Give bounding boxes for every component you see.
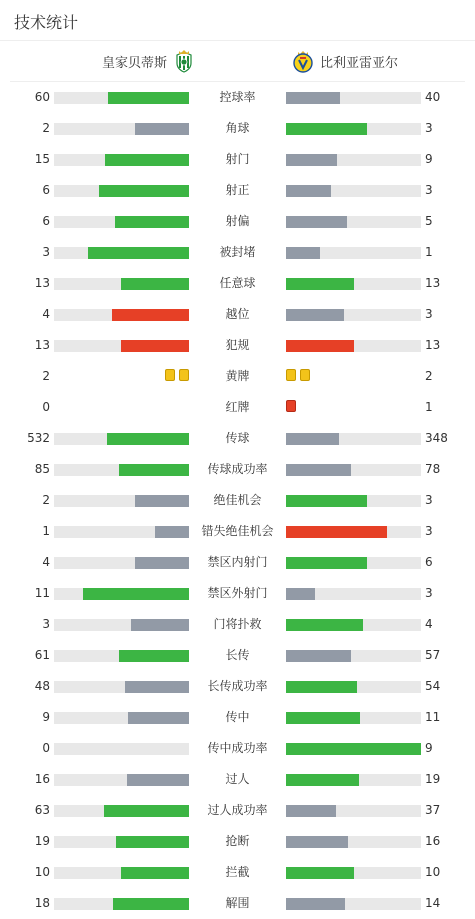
- stat-row: [0, 671, 475, 702]
- home-bar-track: [54, 247, 189, 259]
- away-bar-track: [286, 774, 421, 786]
- stat-row: [0, 764, 475, 795]
- home-bar-track: [54, 526, 189, 538]
- stat-label: 传球成功率: [207, 462, 268, 476]
- away-bar: [286, 650, 351, 662]
- away-bar-track: [286, 433, 421, 445]
- home-value: 61: [34, 648, 50, 662]
- home-bar-track: [54, 557, 189, 569]
- home-value: 11: [34, 586, 50, 600]
- stat-label: 长传成功率: [207, 679, 268, 693]
- away-bar-track: [286, 216, 421, 228]
- home-bar-track: [54, 650, 189, 662]
- stat-row: [0, 82, 475, 113]
- away-bar: [286, 805, 336, 817]
- away-value: 13: [425, 276, 441, 290]
- away-value: 10: [425, 865, 441, 879]
- home-team-name: 皇家贝蒂斯: [102, 55, 168, 71]
- home-value: 4: [42, 307, 50, 321]
- away-value: 16: [425, 834, 441, 848]
- away-bar-track: [286, 557, 421, 569]
- stat-label: 绝佳机会: [213, 493, 262, 507]
- home-bar-track: [54, 123, 189, 135]
- yellow-card-icon: [300, 369, 310, 381]
- home-value: 4: [42, 555, 50, 569]
- home-bar: [121, 867, 189, 879]
- home-bar-track: [54, 433, 189, 445]
- away-bar: [286, 464, 351, 476]
- stat-label: 控球率: [219, 90, 256, 104]
- away-bar-track: [286, 495, 421, 507]
- home-bar-track: [54, 588, 189, 600]
- yellow-card-icon: [286, 369, 296, 381]
- title-bar: [0, 0, 475, 41]
- away-value: 9: [425, 152, 433, 166]
- stat-row: [0, 175, 475, 206]
- away-value: 5: [425, 214, 433, 228]
- stat-row: [0, 547, 475, 578]
- stat-row: [0, 206, 475, 237]
- away-bar: [286, 495, 367, 507]
- stat-row: [0, 640, 475, 671]
- home-value: 0: [42, 400, 50, 414]
- stat-label: 被封堵: [219, 245, 256, 259]
- away-bar: [286, 154, 337, 166]
- home-bar: [99, 185, 189, 197]
- home-value: 3: [42, 245, 50, 259]
- home-bar-track: [54, 309, 189, 321]
- away-cards: [286, 369, 310, 383]
- real-betis-crest-icon: [173, 49, 195, 73]
- away-value: 57: [425, 648, 441, 662]
- stat-row: [0, 702, 475, 733]
- away-bar: [286, 185, 331, 197]
- stat-row: [0, 516, 475, 547]
- home-bar: [128, 712, 189, 724]
- home-bar-track: [54, 712, 189, 724]
- stat-row: [0, 888, 475, 919]
- away-value: 13: [425, 338, 441, 352]
- home-value: 13: [34, 338, 50, 352]
- away-bar: [286, 898, 345, 910]
- home-value: 48: [34, 679, 50, 693]
- teams-header: [10, 41, 465, 82]
- home-bar-track: [54, 867, 189, 879]
- home-bar: [83, 588, 189, 600]
- home-value: 2: [42, 493, 50, 507]
- home-bar-track: [54, 619, 189, 631]
- home-bar: [113, 898, 189, 910]
- away-bar-track: [286, 185, 421, 197]
- stat-label: 传球: [225, 431, 250, 445]
- away-bar-track: [286, 867, 421, 879]
- home-bar: [125, 681, 189, 693]
- home-bar: [105, 154, 189, 166]
- stat-row: [0, 826, 475, 857]
- home-bar-track: [54, 185, 189, 197]
- stat-label: 长传: [225, 648, 250, 662]
- away-value: 40: [425, 90, 441, 104]
- away-bar: [286, 278, 354, 290]
- away-bar: [286, 216, 347, 228]
- stat-row: [0, 795, 475, 826]
- home-value: 10: [34, 865, 50, 879]
- away-bar-track: [286, 898, 421, 910]
- home-value: 1: [42, 524, 50, 538]
- stat-label: 犯规: [225, 338, 250, 352]
- away-value: 37: [425, 803, 441, 817]
- away-bar-track: [286, 464, 421, 476]
- stat-row: [0, 733, 475, 764]
- stat-label: 角球: [225, 121, 250, 135]
- stat-label: 任意球: [219, 276, 256, 290]
- stat-label: 错失绝佳机会: [201, 524, 274, 538]
- away-value: 2: [425, 369, 433, 383]
- home-value: 85: [34, 462, 50, 476]
- stat-label: 禁区外射门: [207, 586, 268, 600]
- home-bar-track: [54, 898, 189, 910]
- home-bar: [121, 278, 189, 290]
- stat-row: [0, 144, 475, 175]
- away-bar-track: [286, 650, 421, 662]
- yellow-card-icon: [165, 369, 175, 381]
- away-bar: [286, 340, 354, 352]
- away-value: 3: [425, 493, 433, 507]
- away-bar-track: [286, 247, 421, 259]
- stat-row: [0, 237, 475, 268]
- home-bar: [104, 805, 189, 817]
- away-bar: [286, 774, 359, 786]
- home-bar-track: [54, 774, 189, 786]
- home-bar-track: [54, 340, 189, 352]
- home-bar: [88, 247, 189, 259]
- away-bar-track: [286, 588, 421, 600]
- stat-row: [0, 423, 475, 454]
- stat-label: 抢断: [225, 834, 250, 848]
- home-bar: [121, 340, 189, 352]
- away-value: 3: [425, 121, 433, 135]
- away-value: 11: [425, 710, 441, 724]
- stat-label: 过人: [225, 772, 250, 786]
- away-value: 4: [425, 617, 433, 631]
- home-bar: [107, 433, 189, 445]
- away-bar-track: [286, 619, 421, 631]
- home-bar-track: [54, 805, 189, 817]
- home-value: 60: [34, 90, 50, 104]
- home-bar: [115, 216, 189, 228]
- home-bar: [127, 774, 189, 786]
- away-value: 1: [425, 400, 433, 414]
- stat-label: 红牌: [225, 400, 250, 414]
- away-value: 3: [425, 586, 433, 600]
- home-team[interactable]: [102, 41, 195, 81]
- away-team[interactable]: [292, 41, 398, 81]
- stat-row: [0, 361, 475, 392]
- stat-row: [0, 268, 475, 299]
- home-value: 15: [34, 152, 50, 166]
- away-bar-track: [286, 805, 421, 817]
- home-bar-track: [54, 216, 189, 228]
- stat-row: [0, 609, 475, 640]
- home-bar-track: [54, 464, 189, 476]
- home-value: 13: [34, 276, 50, 290]
- home-bar: [135, 495, 189, 507]
- home-bar-track: [54, 154, 189, 166]
- away-value: 54: [425, 679, 441, 693]
- home-value: 6: [42, 183, 50, 197]
- away-bar: [286, 526, 387, 538]
- away-bar-track: [286, 712, 421, 724]
- home-bar-track: [54, 836, 189, 848]
- villarreal-crest-icon: [292, 49, 314, 73]
- away-bar: [286, 867, 354, 879]
- away-value: 78: [425, 462, 441, 476]
- away-value: 19: [425, 772, 441, 786]
- away-bar-track: [286, 309, 421, 321]
- home-bar: [112, 309, 189, 321]
- home-value: 3: [42, 617, 50, 631]
- away-bar: [286, 557, 367, 569]
- stat-label: 射偏: [225, 214, 250, 228]
- home-cards: [165, 369, 189, 383]
- home-bar-track: [54, 681, 189, 693]
- home-bar-track: [54, 92, 189, 104]
- home-bar-track: [54, 495, 189, 507]
- away-bar-track: [286, 526, 421, 538]
- away-value: 3: [425, 183, 433, 197]
- home-value: 532: [27, 431, 50, 445]
- home-bar-track: [54, 278, 189, 290]
- away-bar: [286, 681, 357, 693]
- away-bar-track: [286, 92, 421, 104]
- away-bar: [286, 247, 320, 259]
- home-bar: [119, 650, 189, 662]
- home-value: 6: [42, 214, 50, 228]
- away-bar: [286, 588, 315, 600]
- away-bar: [286, 309, 344, 321]
- away-bar: [286, 743, 421, 755]
- yellow-card-icon: [179, 369, 189, 381]
- stat-row: [0, 485, 475, 516]
- home-value: 2: [42, 121, 50, 135]
- home-bar: [135, 557, 189, 569]
- stat-row: [0, 299, 475, 330]
- away-bar-track: [286, 836, 421, 848]
- stat-row: [0, 857, 475, 888]
- home-bar: [135, 123, 189, 135]
- away-cards: [286, 400, 296, 414]
- stat-row: [0, 330, 475, 361]
- away-value: 348: [425, 431, 448, 445]
- away-value: 6: [425, 555, 433, 569]
- away-value: 1: [425, 245, 433, 259]
- stat-label: 禁区内射门: [207, 555, 268, 569]
- away-bar-track: [286, 681, 421, 693]
- home-value: 19: [34, 834, 50, 848]
- stat-label: 过人成功率: [207, 803, 268, 817]
- away-value: 9: [425, 741, 433, 755]
- away-bar: [286, 123, 367, 135]
- away-bar-track: [286, 278, 421, 290]
- away-team-name: 比利亚雷亚尔: [320, 55, 399, 71]
- stat-label: 射正: [225, 183, 250, 197]
- home-bar: [155, 526, 189, 538]
- away-bar: [286, 92, 340, 104]
- home-value: 0: [42, 741, 50, 755]
- stat-row: [0, 392, 475, 423]
- home-value: 18: [34, 896, 50, 910]
- stat-label: 传中: [225, 710, 250, 724]
- away-bar-track: [286, 743, 421, 755]
- home-value: 9: [42, 710, 50, 724]
- away-bar-track: [286, 123, 421, 135]
- away-value: 3: [425, 524, 433, 538]
- home-bar: [116, 836, 189, 848]
- stat-label: 黄牌: [225, 369, 250, 383]
- stat-label: 射门: [225, 152, 250, 166]
- away-bar: [286, 712, 360, 724]
- home-bar-track: [54, 743, 189, 755]
- home-value: 16: [34, 772, 50, 786]
- stat-label: 门将扑救: [213, 617, 262, 631]
- home-value: 63: [34, 803, 50, 817]
- home-bar: [119, 464, 189, 476]
- away-bar: [286, 619, 363, 631]
- home-value: 2: [42, 369, 50, 383]
- stat-row: [0, 454, 475, 485]
- red-card-icon: [286, 400, 296, 412]
- stat-label: 越位: [225, 307, 250, 321]
- away-bar-track: [286, 340, 421, 352]
- home-bar: [131, 619, 189, 631]
- away-bar: [286, 836, 348, 848]
- stat-label: 拦截: [225, 865, 250, 879]
- stat-label: 传中成功率: [207, 741, 268, 755]
- stat-row: [0, 578, 475, 609]
- page-title: 技术统计: [14, 13, 79, 32]
- home-bar: [108, 92, 189, 104]
- away-value: 14: [425, 896, 441, 910]
- stat-row: [0, 113, 475, 144]
- away-value: 3: [425, 307, 433, 321]
- away-bar: [286, 433, 339, 445]
- away-bar-track: [286, 154, 421, 166]
- stat-label: 解围: [225, 896, 250, 910]
